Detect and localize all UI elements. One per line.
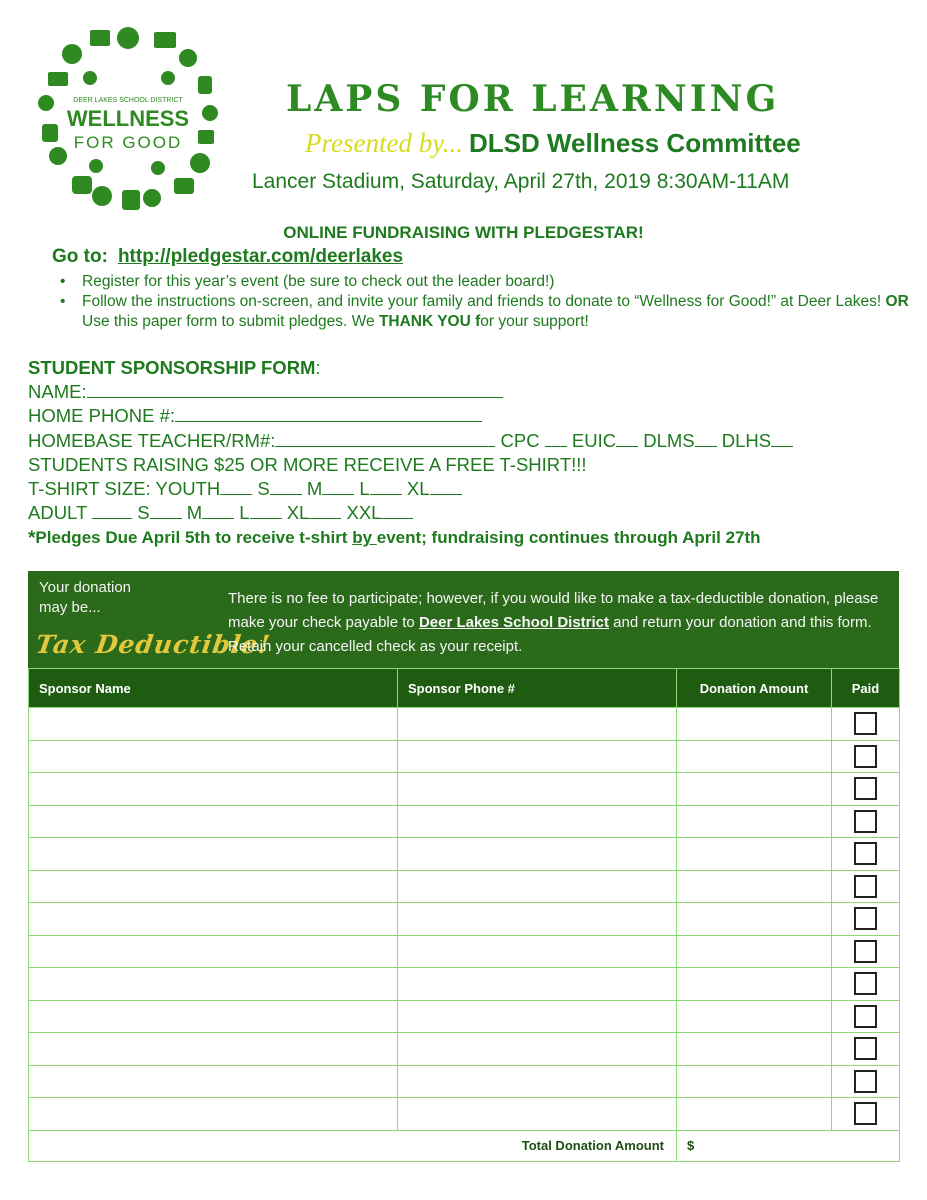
school-cpc-field[interactable] xyxy=(545,429,567,447)
donation-instructions xyxy=(228,587,893,659)
donation-amount-cell[interactable] xyxy=(677,740,832,773)
presented-by-script: Presented by... xyxy=(305,128,463,158)
paid-cell xyxy=(832,968,900,1001)
school-cpc-label: CPC xyxy=(500,429,540,451)
sponsor-phone-cell[interactable] xyxy=(398,708,677,741)
home-phone-label: HOME PHONE #: xyxy=(28,405,175,427)
donation-amount-cell[interactable] xyxy=(677,870,832,903)
youth-size-label: T-SHIRT SIZE: YOUTH xyxy=(28,478,221,500)
size-xl-label: XL xyxy=(286,502,310,524)
paid-cell xyxy=(832,1000,900,1033)
sponsor-name-cell[interactable] xyxy=(29,708,398,741)
paid-checkbox[interactable] xyxy=(854,777,877,800)
size-xxl-label: XXL xyxy=(346,502,382,524)
homebase-label: HOMEBASE TEACHER/RM#: xyxy=(28,429,276,451)
size-l-label: L xyxy=(359,478,370,500)
wellness-for-good-logo xyxy=(28,18,228,218)
donation-amount-cell[interactable] xyxy=(677,903,832,936)
adult-size-label: ADULT xyxy=(28,502,87,524)
school-euic-label: EUIC xyxy=(571,429,617,451)
donation-amount-cell[interactable] xyxy=(677,805,832,838)
size-m-label: M xyxy=(186,502,203,524)
adult-xxl-field[interactable] xyxy=(381,501,413,519)
size-xl-label: XL xyxy=(406,478,430,500)
youth-size-field[interactable] xyxy=(220,477,252,495)
paid-cell xyxy=(832,838,900,871)
instruction-text: Use this paper form to submit pledges. We xyxy=(82,313,379,330)
sponsor-name-cell[interactable] xyxy=(29,838,398,871)
event-title: LAPS FOR LEARNING xyxy=(286,78,780,120)
donation-amount-cell[interactable] xyxy=(677,1033,832,1066)
or-emphasis: OR xyxy=(885,293,909,310)
pledge-row xyxy=(29,935,900,968)
name-field[interactable] xyxy=(87,380,503,398)
sponsor-name-cell[interactable] xyxy=(29,740,398,773)
sponsor-phone-cell[interactable] xyxy=(398,1098,677,1131)
tax-deductible-banner xyxy=(28,571,899,668)
pledge-row xyxy=(29,870,900,903)
sponsor-name-cell[interactable] xyxy=(29,805,398,838)
size-s-label: S xyxy=(257,478,270,500)
donation-caption-line: may be... xyxy=(39,599,101,616)
homebase-field[interactable] xyxy=(275,429,495,447)
instruction-item xyxy=(40,292,910,332)
pledge-table-body xyxy=(29,708,900,1131)
goto-label: Go to: xyxy=(52,246,108,267)
size-l-label: L xyxy=(239,502,250,524)
online-fundraising-heading: ONLINE FUNDRAISING WITH PLEDGESTAR! xyxy=(283,223,644,242)
paid-cell xyxy=(832,805,900,838)
sponsor-name-cell[interactable] xyxy=(29,773,398,806)
sponsor-name-cell[interactable] xyxy=(29,935,398,968)
sponsor-name-header: Sponsor Name xyxy=(29,669,398,708)
donation-amount-cell[interactable] xyxy=(677,935,832,968)
pledge-row xyxy=(29,1033,900,1066)
youth-xl-field[interactable] xyxy=(430,477,462,495)
instruction-text: Follow the instructions on-screen, and invite your family and friends to donate to “Wellness for Good!” at Deer Lakes! xyxy=(82,293,886,310)
pledge-table xyxy=(28,668,900,1162)
paid-checkbox[interactable] xyxy=(854,1070,877,1093)
instruction-item xyxy=(40,272,910,292)
paid-header: Paid xyxy=(832,669,900,708)
donation-amount-cell[interactable] xyxy=(677,708,832,741)
paid-checkbox[interactable] xyxy=(854,1037,877,1060)
sponsor-phone-cell[interactable] xyxy=(398,773,677,806)
payee-name: Deer Lakes School District xyxy=(418,614,610,631)
pledge-row xyxy=(29,1098,900,1131)
school-dlhs-label: DLHS xyxy=(721,429,772,451)
sponsor-name-cell[interactable] xyxy=(29,1033,398,1066)
tshirt-offer: STUDENTS RAISING $25 OR MORE RECEIVE A FREE T-SHIRT!!! xyxy=(28,453,587,475)
thank-you-emphasis: THANK YOU f xyxy=(378,313,481,330)
logo-for-good-text: FOR GOOD xyxy=(73,133,183,152)
pledge-table-header xyxy=(29,669,900,708)
paid-cell xyxy=(832,1033,900,1066)
instruction-text: Register for this year’s event (be sure to check out the leader board!) xyxy=(82,273,555,290)
paid-cell xyxy=(832,870,900,903)
form-heading: STUDENT SPONSORSHIP FORM xyxy=(28,357,316,378)
school-dlhs-field[interactable] xyxy=(771,429,793,447)
size-s-label: S xyxy=(137,502,150,524)
note-text: event; fundraising continues through April 27th xyxy=(376,528,761,547)
donation-text: and return your donation and this form. Retain your cancelled check as your receipt. xyxy=(228,614,872,655)
paid-checkbox[interactable] xyxy=(854,712,877,735)
pledge-row xyxy=(29,968,900,1001)
donation-text: There is no fee to participate; however, if you would like to make a tax-deductible donation, please make your check payable to xyxy=(228,590,879,631)
total-label: Total Donation Amount xyxy=(29,1130,677,1161)
pledge-deadline-note xyxy=(28,528,761,550)
pledge-row xyxy=(29,838,900,871)
sponsor-name-cell[interactable] xyxy=(29,968,398,1001)
event-venue-date: Lancer Stadium, Saturday, April 27th, 2019 8:30AM-11AM xyxy=(252,170,790,193)
pledge-row xyxy=(29,1000,900,1033)
youth-s-field[interactable] xyxy=(270,477,302,495)
paid-cell xyxy=(832,740,900,773)
logo-wellness-text: WELLNESS xyxy=(66,106,190,131)
note-text: Pledges Due April 5th to receive t-shirt xyxy=(35,528,353,547)
donation-amount-header: Donation Amount xyxy=(677,669,832,708)
paid-checkbox[interactable] xyxy=(854,745,877,768)
note-by: by xyxy=(352,528,377,547)
sponsor-phone-cell[interactable] xyxy=(398,870,677,903)
sponsor-phone-cell[interactable] xyxy=(398,903,677,936)
sponsor-phone-cell[interactable] xyxy=(398,740,677,773)
sponsor-name-cell[interactable] xyxy=(29,903,398,936)
paid-checkbox[interactable] xyxy=(854,1102,877,1125)
donation-amount-cell[interactable] xyxy=(677,1098,832,1131)
form-heading-colon: : xyxy=(315,357,321,378)
donation-amount-cell[interactable] xyxy=(677,773,832,806)
donation-amount-cell[interactable] xyxy=(677,838,832,871)
donation-amount-cell[interactable] xyxy=(677,1000,832,1033)
sponsor-phone-cell[interactable] xyxy=(398,1065,677,1098)
school-dlms-field[interactable] xyxy=(695,429,717,447)
paid-checkbox[interactable] xyxy=(854,972,877,995)
student-sponsorship-form xyxy=(28,356,908,525)
paid-checkbox[interactable] xyxy=(854,810,877,833)
logo-district-text: DEER LAKES SCHOOL DISTRICT xyxy=(73,97,183,104)
adult-s-field[interactable] xyxy=(150,501,182,519)
sponsor-phone-cell[interactable] xyxy=(398,968,677,1001)
pledge-row xyxy=(29,805,900,838)
sponsor-phone-cell[interactable] xyxy=(398,1033,677,1066)
donation-amount-cell[interactable] xyxy=(677,1065,832,1098)
sponsor-phone-cell[interactable] xyxy=(398,1000,677,1033)
note-asterisk: * xyxy=(28,528,36,549)
goto-line xyxy=(52,246,403,268)
sponsor-name-cell[interactable] xyxy=(29,1065,398,1098)
presenter-org: DLSD Wellness Committee xyxy=(468,128,801,158)
total-amount-field[interactable]: $ xyxy=(677,1130,900,1161)
instruction-text: or your support! xyxy=(480,313,589,330)
adult-l-field[interactable] xyxy=(250,501,282,519)
paid-cell xyxy=(832,1065,900,1098)
adult-m-field[interactable] xyxy=(202,501,234,519)
sponsor-name-cell[interactable] xyxy=(29,870,398,903)
sponsor-phone-cell[interactable] xyxy=(398,935,677,968)
paid-checkbox[interactable] xyxy=(854,842,877,865)
paid-cell xyxy=(832,903,900,936)
presented-by-line xyxy=(305,128,801,159)
donation-amount-cell[interactable] xyxy=(677,968,832,1001)
name-label: NAME: xyxy=(28,381,87,403)
paid-cell xyxy=(832,935,900,968)
pledge-row xyxy=(29,773,900,806)
pledge-row xyxy=(29,1065,900,1098)
donation-caption-line: Your donation xyxy=(39,579,132,596)
pledge-row xyxy=(29,740,900,773)
adult-xl-field[interactable] xyxy=(309,501,341,519)
sponsor-phone-cell[interactable] xyxy=(398,838,677,871)
sponsor-name-cell[interactable] xyxy=(29,1000,398,1033)
tax-deductible-label: Tax Deductible! xyxy=(33,630,273,659)
sponsor-phone-cell[interactable] xyxy=(398,805,677,838)
paid-cell xyxy=(832,708,900,741)
total-row xyxy=(29,1130,900,1161)
youth-m-field[interactable] xyxy=(322,477,354,495)
pledgestar-link[interactable]: http://pledgestar.com/deerlakes xyxy=(117,246,404,267)
instruction-list xyxy=(40,272,910,332)
youth-l-field[interactable] xyxy=(370,477,402,495)
home-phone-field[interactable] xyxy=(175,404,482,422)
paid-checkbox[interactable] xyxy=(854,1005,877,1028)
donation-caption xyxy=(39,578,131,618)
sponsor-name-cell[interactable] xyxy=(29,1098,398,1131)
paid-checkbox[interactable] xyxy=(854,907,877,930)
paid-cell xyxy=(832,773,900,806)
sponsor-phone-header: Sponsor Phone # xyxy=(398,669,677,708)
size-m-label: M xyxy=(306,478,323,500)
paid-cell xyxy=(832,1098,900,1131)
paid-checkbox[interactable] xyxy=(854,940,877,963)
paid-checkbox[interactable] xyxy=(854,875,877,898)
school-euic-field[interactable] xyxy=(616,429,638,447)
pledge-row xyxy=(29,903,900,936)
pledge-row xyxy=(29,708,900,741)
adult-size-field[interactable] xyxy=(92,501,132,519)
school-dlms-label: DLMS xyxy=(643,429,695,451)
